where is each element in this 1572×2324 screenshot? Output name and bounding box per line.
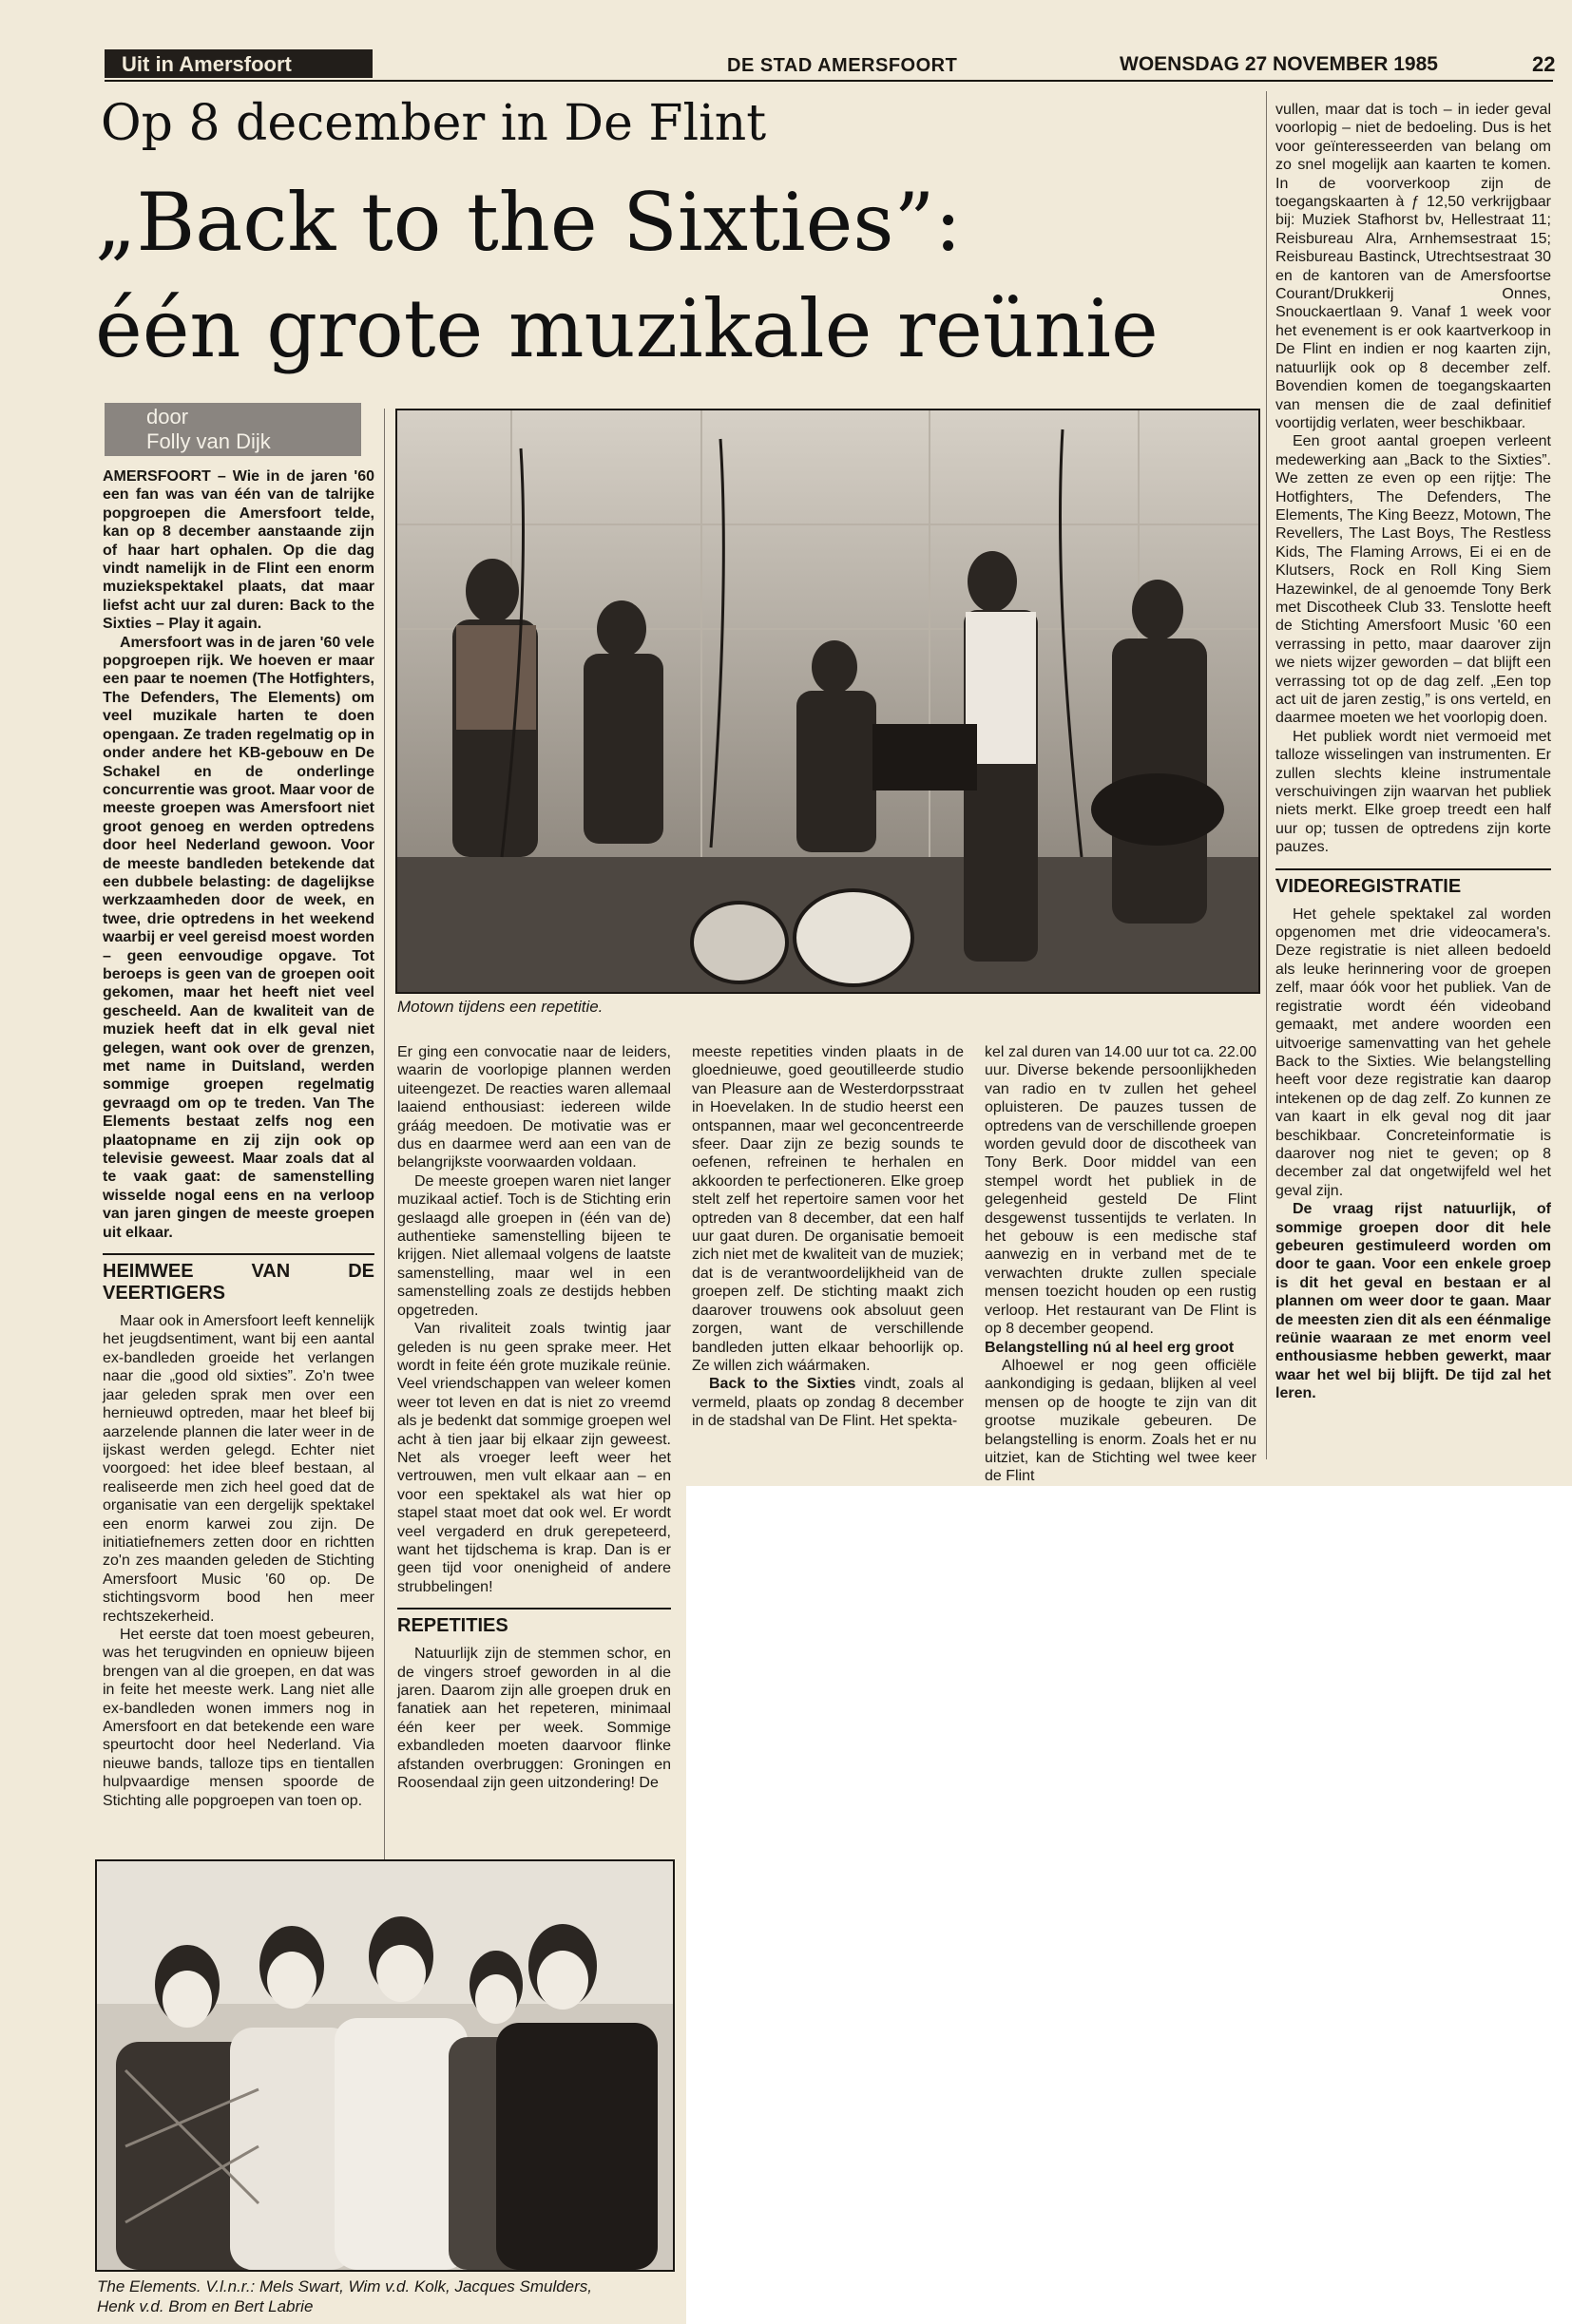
section-banner xyxy=(105,49,373,78)
column-divider-2 xyxy=(1266,91,1267,1459)
photo-illustration xyxy=(397,410,1258,992)
column-5 xyxy=(1275,101,1551,1403)
subhead-videoregistratie: VIDEOREGISTRATIE xyxy=(1275,868,1551,898)
byline xyxy=(105,403,361,456)
col2-paragraph-3: Van rivaliteit zoals twintig jaar geleden is nu geen sprake meer. Het wordt in feite één grote muzikale reünie. Veel vriendschappen van weleer komen weer tot leven en dat is niet zo vreemd als je bedenkt dat sommige groepen wel acht à tien jaar bij elkaar zijn geweest. Net als vroeger leeft weer het vertrouwen, men vult elkaar aan – en voor een spektakel als wat hier op stapel staat moet dat ook wel. Er wordt veel vergaderd en druk gerepeteerd, want het tijdschema is krap. Dan is er geen tijd voor onenigheid of andere strubbelingen! xyxy=(397,1321,671,1595)
col4-paragraph-2: Alhoewel er nog geen officiële aankondiging is gedaan, blijken al veel mensen op de hoogte te zijn van dit grootse muzikale gebeuren. De belangstelling is enorm. Zoals het er nu uitziet, kan de Stichting wel twee keer de Flint xyxy=(985,1357,1256,1485)
col2-paragraph-2: De meeste groepen waren niet langer muzikaal actief. Toch is de Stichting erin geslaagd alle groepen in (één van de) authentieke samenstelling bijeen te krijgen. Niet allemaal volgens de laatste samenstelling, maar wel in een samenstelling zoals ze destijds hebben opgetreden. xyxy=(397,1172,671,1319)
column-2 xyxy=(397,1043,671,1792)
byline-door: door xyxy=(146,405,189,429)
issue-date: WOENSDAG 27 NOVEMBER 1985 xyxy=(1120,53,1438,75)
motown-rehearsal-photo xyxy=(395,409,1260,994)
section-title: Uit in Amersfoort xyxy=(122,52,292,76)
headline-line-1: „Back to the Sixties”: xyxy=(95,176,962,269)
photo2-caption-line-2: Henk v.d. Brom en Bert Labrie xyxy=(97,2297,314,2315)
repetities-paragraph: Natuurlijk zijn de stemmen schor, en de vingers stroef geworden in al die jaren. Daarom zijn alle groepen druk en fanatiek aan het repeteren, minimaal één keer per week. Sommige exbandleden moeten daarvoor flinke afstanden overbruggen: Groningen en Roosendaal zijn geen uitzondering! De xyxy=(397,1646,671,1792)
col5-paragraph-2: Een groot aantal groepen verleent medewerking aan „Back to the Sixties”. We zetten ze even op een rijtje: The Hotfighters, The Defenders, The Elements, The King Beezz, Motown, The Revellers, The Last Boys, The Restless Kids, The Flaming Arrows, Ei ei en de Klutsers, Rock en Roll King Siem Hazewinkel, de al genoemde Tony Berk met Discotheek Club 33. Tenslotte heeft de Stichting Amersfoort Music '60 een verrassing in petto, maar daarover zijn we niets wijzer geworden – dat blijft een verrassing tot op de dag zelf. „Een top act uit de jaren zestig,” is ons verteld, en daarmee moeten we het voorlopig doen. xyxy=(1275,433,1551,727)
col5-paragraph-3: Het publiek wordt niet vermoeid met talloze wisselingen van instrumenten. Er zullen slechts kleine instrumentale verschuivingen zijn waarvan het publiek niets merkt. Elke groep treedt een half uur op; tussen de optredens zijn korte pauzes. xyxy=(1275,728,1551,856)
column-1 xyxy=(103,467,374,1810)
col3-paragraph-2 xyxy=(692,1375,964,1430)
col3-end: vindt, zoals al vermeld, plaats op zondag 8 december in de stadshal van De Flint. Het spekta- xyxy=(692,1376,964,1430)
kicker: Op 8 december in De Flint xyxy=(101,95,767,152)
page-number: 22 xyxy=(1532,52,1556,76)
intro-paragraph-2: Amersfoort was in de jaren '60 vele popgroepen rijk. We hoeven er maar een paar te noemen (The Hotfighters, The Defenders, The Elements) om veel muzikale harten te doen opengaan. Ze traden regelmatig op in onder andere het KB-gebouw en De Schakel en de onderlinge concurrentie was groot. Maar voor de meeste groepen was Amersfoort niet groot genoeg en werden optredens door heel Nederland gewoon. Voor de meeste bandleden betekende dat een dubbele belasting: de dagelijkse werkzaamheden door de week, en twee, drie optredens in het weekend waarbij er veel gereisd moest worden – geen eenvoudige opgave. Tot beroeps is geen van de groepen ooit gekomen, maar het heeft niet veel gescheeld. Aan de kwaliteit van de muziek heeft dat in elk geval niet gelegen, want ook over de grenzen, met name in Duitsland, werden sommige groepen regelmatig gevraagd om op te treden. Van The Elements bestaat zelfs nog een plaatopname en zij zijn ook op televisie geweest. Maar zoals dat al te vaak gaat: de samenstelling wisselde nogal eens en na verloop van jaren gingen de meeste groepen uit elkaar. xyxy=(103,634,374,1241)
col3-paragraph-1: meeste repetities vinden plaats in de gloednieuwe, goed geoutilleerde studio van Pleasure aan de Westerdorpsstraat in Hoevelaken. In de studio heerst een ontspannen, maar wel geconcentreerde sfeer. Daar zijn ze bezig sounds te oefenen, refreinen te herhalen en akkoorden te perfectioneren. Elke groep stelt zelf het repertoire samen voor het optreden van 8 december, dat een half uur gaat duren. De organisatie bemoeit zich niet met de kwaliteit van de muziek; dat is de verantwoordelijkheid van de groepen zelf. De stichting maakt zich daarover trouwens ook absoluut geen zorgen, want de verschillende bandleden jutten elkaar behoorlijk op. Ze willen zich wáármaken. xyxy=(692,1044,964,1374)
the-elements-photo xyxy=(95,1859,675,2272)
column-3 xyxy=(692,1043,964,1431)
photo2-caption-line-1: The Elements. V.l.n.r.: Mels Swart, Wim v.d. Kolk, Jacques Smulders, xyxy=(97,2277,593,2295)
col5-paragraph-1: vullen, maar dat is toch – in ieder geval voorlopig – niet de bedoeling. Dus is het voor geïnteresseerden van belang om zo snel mogelijk aan kaarten te komen. In de voorverkoop zijn de toegangskaarten à ƒ 12,50 verkrijgbaar bij: Muziek Stafhorst bv, Hellestraat 11; Reisbureau Alra, Arnhemsestraat 15; Reisbureau Bastinck, Utrechtsestraat 30 en de kantoren van de Amersfoortse Courant/Drukkerij Onnes, Snouckaertlaan 9. Vanaf 1 week voor het evenement is er ook kaartverkoop in De Flint en indien er nog kaarten zijn, natuurlijk ook op 8 december zelf. Bovendien komen de toegangskaarten van mensen die de zaal definitief voortijdig verlaten, weer beschikbaar. xyxy=(1275,102,1551,431)
heimwee-paragraph-2: Het eerste dat toen moest gebeuren, was het terugvinden en opnieuw bijeen brengen van al die groepen, en dat was in feite het meeste werk. Lang niet alle ex-bandleden wonen immers nog in Amersfoort en dat betekende een ware speurtocht door heel Nederland. Via nieuwe bands, talloze tips en tientallen hulpvaardige mensen spoorde de Stichting alle popgroepen van toen op. xyxy=(103,1626,374,1809)
heimwee-paragraph-1: Maar ook in Amersfoort leeft kennelijk het jeugdsentiment, want bij een aantal ex-bandleden groeide het verlangen naar die „good old sixties”. Zo'n twee jaar geleden sprak men over een hernieuwd optreden, maar het bleef bij aarzelende plannen die later weer in de ijskast werden gelegd. Echter niet voorgoed: het idee bleef bestaan, al realiseerde men zich heel goed dat de organisatie van een dergelijk spektakel een enorm karwei zou zijn. De initiatiefnemers zetten door en richtten zo'n zes maanden geleden de Stichting Amersfoort Music '60 op. De stichtingsvorm bood hen meer rechtszekerheid. xyxy=(103,1313,374,1625)
subhead-repetities: REPETITIES xyxy=(397,1608,671,1637)
intro-paragraph-1: AMERSFOORT – Wie in de jaren '60 een fan was van één van de talrijke popgroepen die Amersfoort telde, kan op 8 december aanstaande zijn of haar hart ophalen. Op die dag vindt namelijk in de Flint een enorm muziekspektakel plaats, dat maar liefst acht uur zal duren: Back to the Sixties – Play it again. xyxy=(103,468,374,633)
byline-author: Folly van Dijk xyxy=(146,429,271,453)
col4-paragraph-1: kel zal duren van 14.00 uur tot ca. 22.00 uur. Diverse bekende persoonlijkheden van radio en tv zullen het geheel opluisteren. De pauzes tussen de optredens van de verschillende groepen worden gevuld door de discotheek van Tony Berk. Door middel van een stempel wordt het publiek in de gelegenheid gesteld De Flint desgewenst tussentijds te verlaten. In het gebouw is een medische staf aanwezig en in verband met de te verwachten drukte zullen speciale mensen toezicht houden op een rustig verloop. Het restaurant van De Flint is op 8 december geopend. xyxy=(985,1044,1256,1338)
col2-paragraph-1: Er ging een convocatie naar de leiders, waarin de voorlopige plannen werden uiteengezet. De reacties waren allemaal laaiend enthousiast: iedereen wilde gráág meedoen. De motivatie was er dus en daarmee werd aan een van de belangrijkste voorwaarden voldaan. xyxy=(397,1044,671,1172)
video-closing-paragraph: De vraag rijst natuurlijk, of sommige groepen door dit hele gebeuren gestimuleerd worden om door te gaan. Voor een enkele groep is dit het geval en bestaan er al plannen om weer door te gaan. Maar de meesten zien dit als een éénmalige reünie waaraan ze met enorm veel enthousiasme hebben gewerkt, maar waar het wel bij blijft. De tijd zal het leren. xyxy=(1275,1201,1551,1402)
photo-illustration-2 xyxy=(97,1861,673,2270)
col3-lead: Back to the Sixties xyxy=(709,1376,856,1393)
headline-line-2: één grote muzikale reünie xyxy=(95,282,1159,375)
header-rule xyxy=(105,80,1553,82)
photo1-caption: Motown tijdens een repetitie. xyxy=(397,998,604,1016)
column-4 xyxy=(985,1043,1256,1486)
paper-name: DE STAD AMERSFOORT xyxy=(727,55,958,76)
col4-subhead: Belangstelling nú al heel erg groot xyxy=(985,1339,1235,1356)
video-paragraph: Het gehele spektakel zal worden opgenomen met drie videocamera's. Deze registratie is niet alleen bedoeld als leuke herinnering voor de groepen zelf, maar óók voor het publiek. Van de registratie wordt één videoband gemaakt, met andere woorden een uitvoerige samenvatting van het gehele Back to the Sixties. Wie belangstelling heeft voor deze registratie kan daarop intekenen op de dag zelf. Zo kunnen ze van kaart in elk geval nog dit jaar beschikbaar. Concreteinformatie is daarover nog niet te geven; op 8 december zal dat ongetwijfeld wel het geval zijn. xyxy=(1275,905,1551,1199)
subhead-heimwee: HEIMWEE VAN DE VEERTIGERS xyxy=(103,1253,374,1305)
